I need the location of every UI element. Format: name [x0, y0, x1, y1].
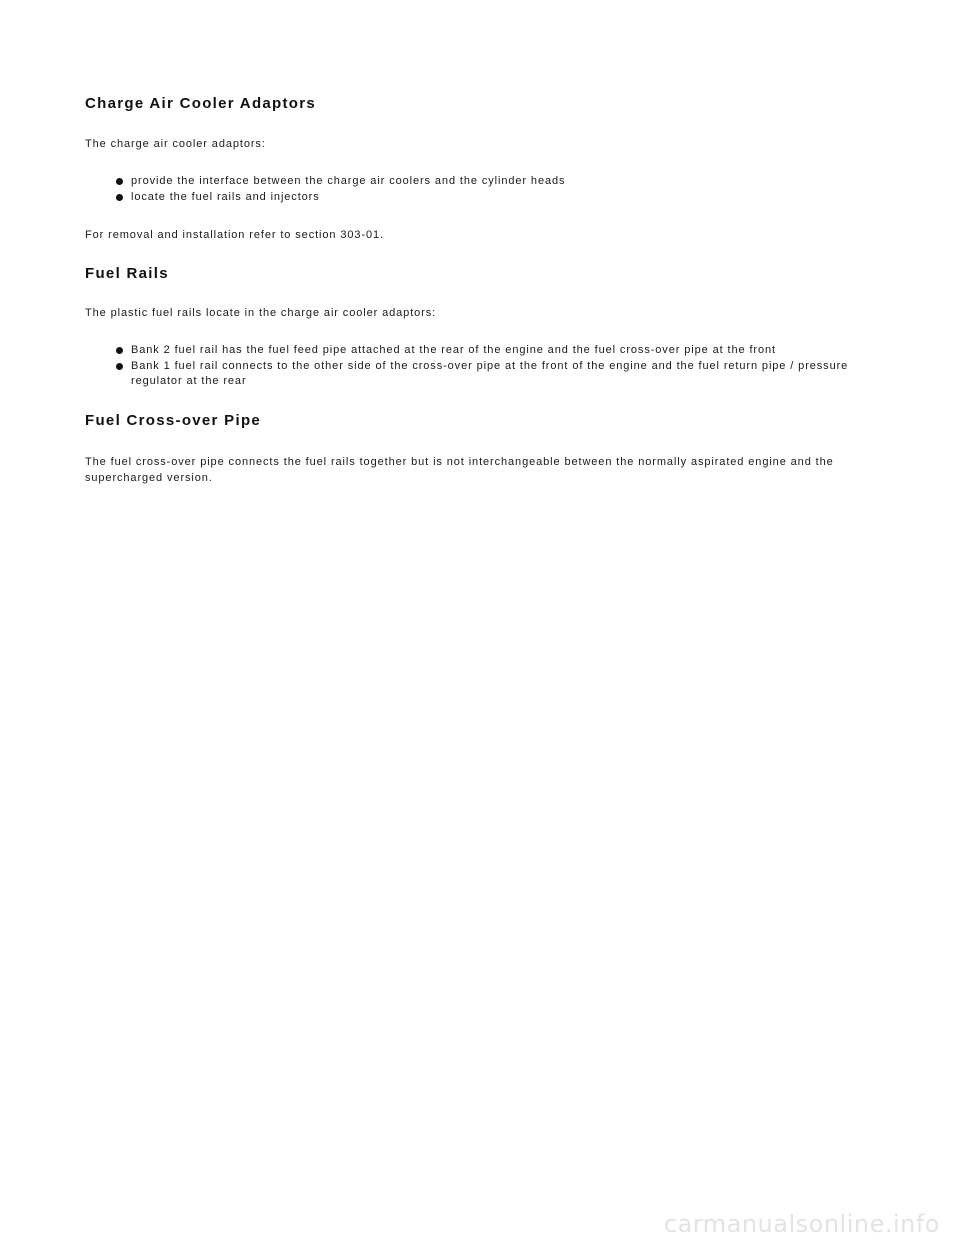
bullet-icon: [116, 178, 123, 185]
list-item: [85, 359, 885, 390]
fuel-cross-over-body: The fuel cross-over pipe connects the fuel rails together but is not interchangeable between the normally aspirated engine and the supercharged version.: [85, 456, 834, 484]
list-item: [85, 190, 885, 206]
fuel-rails-intro: The plastic fuel rails locate in the charge air cooler adaptors:: [85, 307, 437, 319]
section-heading-fuel-rails: Fuel Rails: [85, 265, 169, 282]
bullet-icon: [116, 194, 123, 201]
list-item: [85, 174, 885, 190]
list-item-text: provide the interface between the charge air coolers and the cylinder heads: [131, 175, 566, 187]
section-heading-charge-air-cooler-adaptors: Charge Air Cooler Adaptors: [85, 95, 317, 112]
removal-installation-note: For removal and installation refer to section 303-01.: [85, 229, 384, 241]
charge-air-cooler-intro: The charge air cooler adaptors:: [85, 138, 266, 150]
bullet-icon: [116, 347, 123, 354]
list-item: [85, 343, 885, 359]
list-item-text: Bank 1 fuel rail connects to the other side of the cross-over pipe at the front of the engine and the fuel return pipe / pressure regulator at the rear: [131, 359, 849, 387]
fuel-rails-bullet-list: [85, 343, 885, 390]
watermark: carmanualsonline.info: [663, 1210, 940, 1238]
list-item-text: Bank 2 fuel rail has the fuel feed pipe attached at the rear of the engine and the fuel cross-over pipe at the front: [131, 344, 776, 356]
section-heading-fuel-cross-over-pipe: Fuel Cross-over Pipe: [85, 412, 262, 429]
charge-air-cooler-bullet-list: [85, 174, 885, 205]
list-item-text: locate the fuel rails and injectors: [131, 190, 320, 203]
bullet-icon: [116, 363, 123, 370]
